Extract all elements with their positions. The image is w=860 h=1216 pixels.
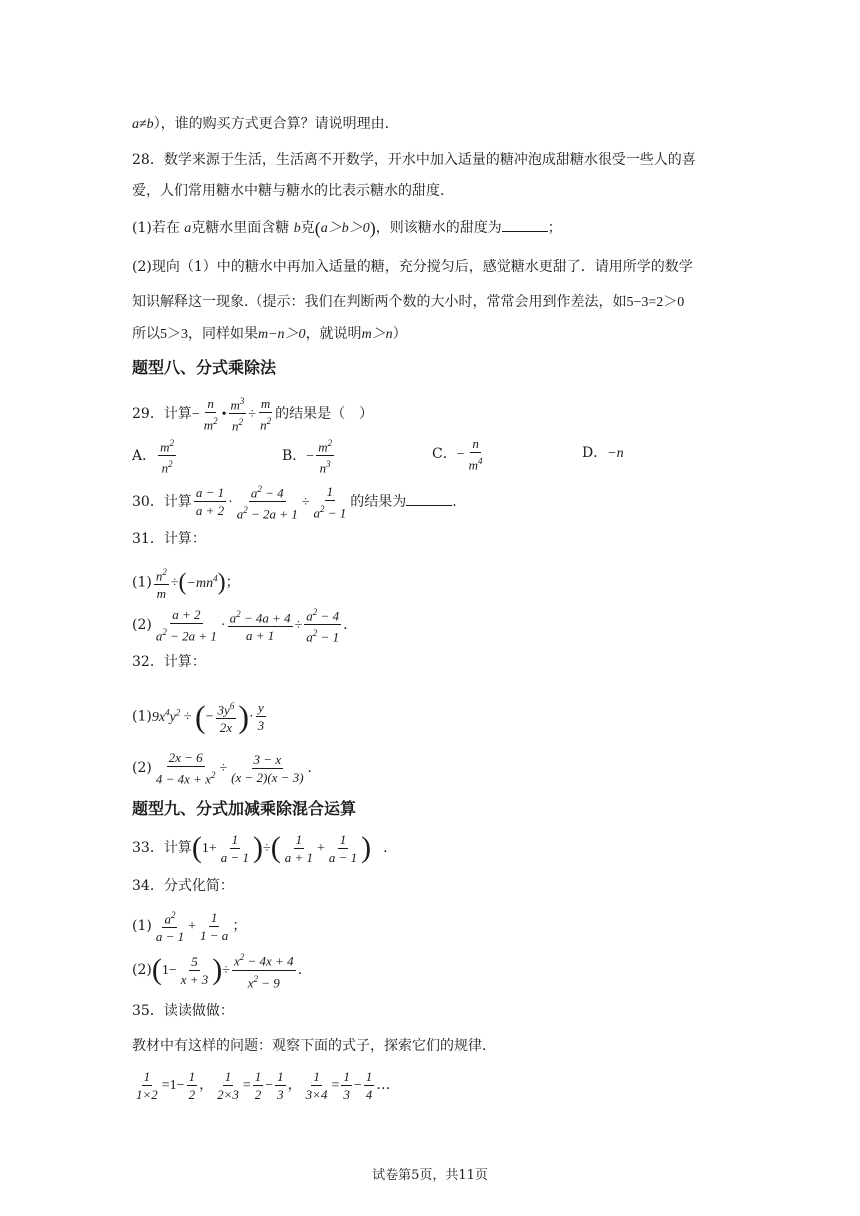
q34-title: 34．分式化简： (132, 878, 234, 894)
intro-line (132, 114, 389, 135)
q28-p2-l3-a: 所以 (132, 326, 160, 342)
q34-p1-end: ； (232, 918, 247, 935)
q28-p1-mid: 克糖水里面含糖 (191, 220, 290, 236)
q35-ellipsis: … (376, 1077, 391, 1093)
q30-suffix: 的结果为 (350, 493, 407, 510)
q29-option-a[interactable]: A． $\frac{m^2}{n^2}$ (132, 438, 175, 476)
q29-suffix: 的结果是（ ） (275, 405, 374, 422)
q33-stem: 33．计算(1+ $\frac{1}{a - 1}$ )÷( $\frac{1}{a + 1}$ + $\frac{1}{a - 1}$ ) . (132, 831, 388, 865)
q28-p2-expr: 5−3=2＞0 (626, 295, 685, 310)
q28-var-b: b (293, 221, 301, 236)
q35-title: 35．读读做做： (132, 1003, 234, 1019)
q28-part2-line1: (2)现向（1）中的糖水中再加入适量的糖，充分搅匀后，感觉糖水更甜了．请用所学的数学 (132, 259, 693, 275)
q31-part1: (1) $\frac{n^2}{m}$ $\div(-mn^4)$； (132, 566, 240, 601)
q28-p2-l3-b: ，同样如果 (188, 326, 258, 342)
q29-option-d[interactable] (582, 443, 624, 464)
q34-part1: (1) $\frac{a^2}{a - 1}$ + $\frac{1}{1 - a}$ ； (132, 909, 247, 945)
q30-prefix: 30．计算 (132, 493, 192, 510)
q33-prefix: 33．计算 (132, 840, 192, 856)
q28-p1-prefix: (1)若在 (132, 220, 180, 236)
q29-prefix: 29．计算 (132, 405, 192, 422)
q28-answer-blank[interactable] (502, 219, 548, 232)
q28-p2-l3-e1: 5＞3 (160, 327, 188, 342)
q30-stem: 30．计算 $\frac{a - 1}{a + 2}$ · $\frac{a^2 - 4}{a^2 - 2a + 1}$ ÷ $\frac{1}{a^2 - 1}$ 的结果为 . (132, 483, 457, 522)
q29-option-b-label: B． (282, 447, 307, 464)
q31-p1-label: (1) (132, 574, 152, 591)
q35-text: 教材中有这样的问题：观察下面的式子，探索它们的规律. (132, 1038, 487, 1054)
q31-p2-end: . (343, 616, 348, 633)
q28-part2-line2 (132, 292, 684, 313)
q30-end: . (452, 493, 457, 510)
q28-p1-k: 克 (300, 220, 315, 236)
q29-option-d-expr: −n (607, 446, 624, 461)
page-footer: 试卷第5页，共11页 (372, 1168, 488, 1183)
q28-p2-l3-c: ，就说明 (305, 326, 362, 342)
q34-p1-label: (1) (132, 918, 152, 935)
section-heading-9: 题型九、分式加减乘除混合运算 (132, 799, 357, 818)
q28-part1: (1)若在 a克糖水里面含糖 b克(a＞b＞0)，则该糖水的甜度为 ； (132, 218, 562, 238)
intro-expr: a≠b (132, 117, 154, 132)
q28-var-a: a (184, 221, 192, 236)
q31-p2-label: (2) (132, 616, 152, 633)
q33-end: . (383, 840, 388, 856)
q34-p2-label: (2) (132, 962, 152, 978)
q28-condition: a＞b＞0 (320, 221, 370, 236)
q28-p1-end: ； (547, 220, 562, 236)
q29-option-c-label: C． (432, 446, 457, 463)
q31-part2: (2) $\frac{a + 2}{a^2 - 2a + 1}$ · $\frac{a^2 - 4a + 4}{a + 1}$ ÷ $\frac{a^2 - 4}{a^2 - 1}$ . (132, 606, 348, 645)
q30-answer-blank[interactable] (406, 493, 452, 506)
q31-title: 31．计算： (132, 531, 206, 547)
q32-p2-end: . (307, 760, 312, 776)
q34-part2: (2)(1− $\frac{5}{x + 3}$ )÷ $\frac{x^2 - 4x + 4}{x^2 - 9}$ . (132, 952, 303, 990)
q34-p2-end: . (297, 962, 303, 978)
q32-p1-label: (1) (132, 708, 152, 725)
q29-option-a-label: A． (132, 447, 157, 464)
q32-part1: $(1)9x^4y^2$ ÷ (− $\frac{3y^6}{2x}$ )· $\frac{y}{3}$ (132, 698, 265, 735)
q29-option-c[interactable]: C．− $\frac{n}{m^4}$ (432, 436, 483, 473)
q29-option-b[interactable]: B．− $\frac{m^2}{n^3}$ (282, 438, 333, 476)
section-heading-8: 题型八、分式乘除法 (132, 358, 277, 377)
q35-pattern: $\frac{1}{1\times 2}$ =1− $\frac{1}{2}$ ， $\frac{1}{2\times 3}$ = $\frac{1}{2}$ − $\frac{1}{3}$ ， $\frac{1}{3\times 4}$ = $\frac{1}{3}$ − $\frac{1}{4}$ … (136, 1068, 391, 1102)
q28-part2-line3 (132, 324, 407, 345)
intro-text: ），谁的购买方式更合算？请说明理由. (153, 116, 390, 132)
q32-title: 32．计算： (132, 654, 206, 670)
q28-p1-suffix: ，则该糖水的甜度为 (375, 220, 502, 236)
q28-line1: 28．数学来源于生活，生活离不开数学，开水中加入适量的糖冲泡成甜糖水很受一些人的喜 (132, 152, 696, 168)
q28-p2-l3-e2: m−n＞0 (258, 327, 306, 342)
q28-p2-text: 知识解释这一现象.（提示：我们在判断两个数的大小时，常常会用到作差法，如 (132, 294, 627, 310)
q28-p2-l3-e3: m＞n (361, 327, 393, 342)
q31-p1-end: ； (225, 574, 240, 591)
q32-p2-label: (2) (132, 760, 152, 776)
q32-part2: (2) $\frac{2x - 6}{4 - 4x + x^2}$ ÷ $\frac{3 - x}{(x - 2)(x - 3)}$ . (132, 749, 312, 787)
q28-line2: 爱，人们常用糖水中糖与糖水的比表示糖水的甜度. (132, 183, 445, 199)
q28-p2-l3-d: ） (392, 326, 407, 342)
q29-stem: 29．计算− $\frac{n}{m^2}$ • $\frac{m^3}{n^2}$ ÷ $\frac{m}{n^2}$ 的结果是（ ） (132, 395, 374, 434)
q29-option-d-label: D． (582, 445, 608, 461)
